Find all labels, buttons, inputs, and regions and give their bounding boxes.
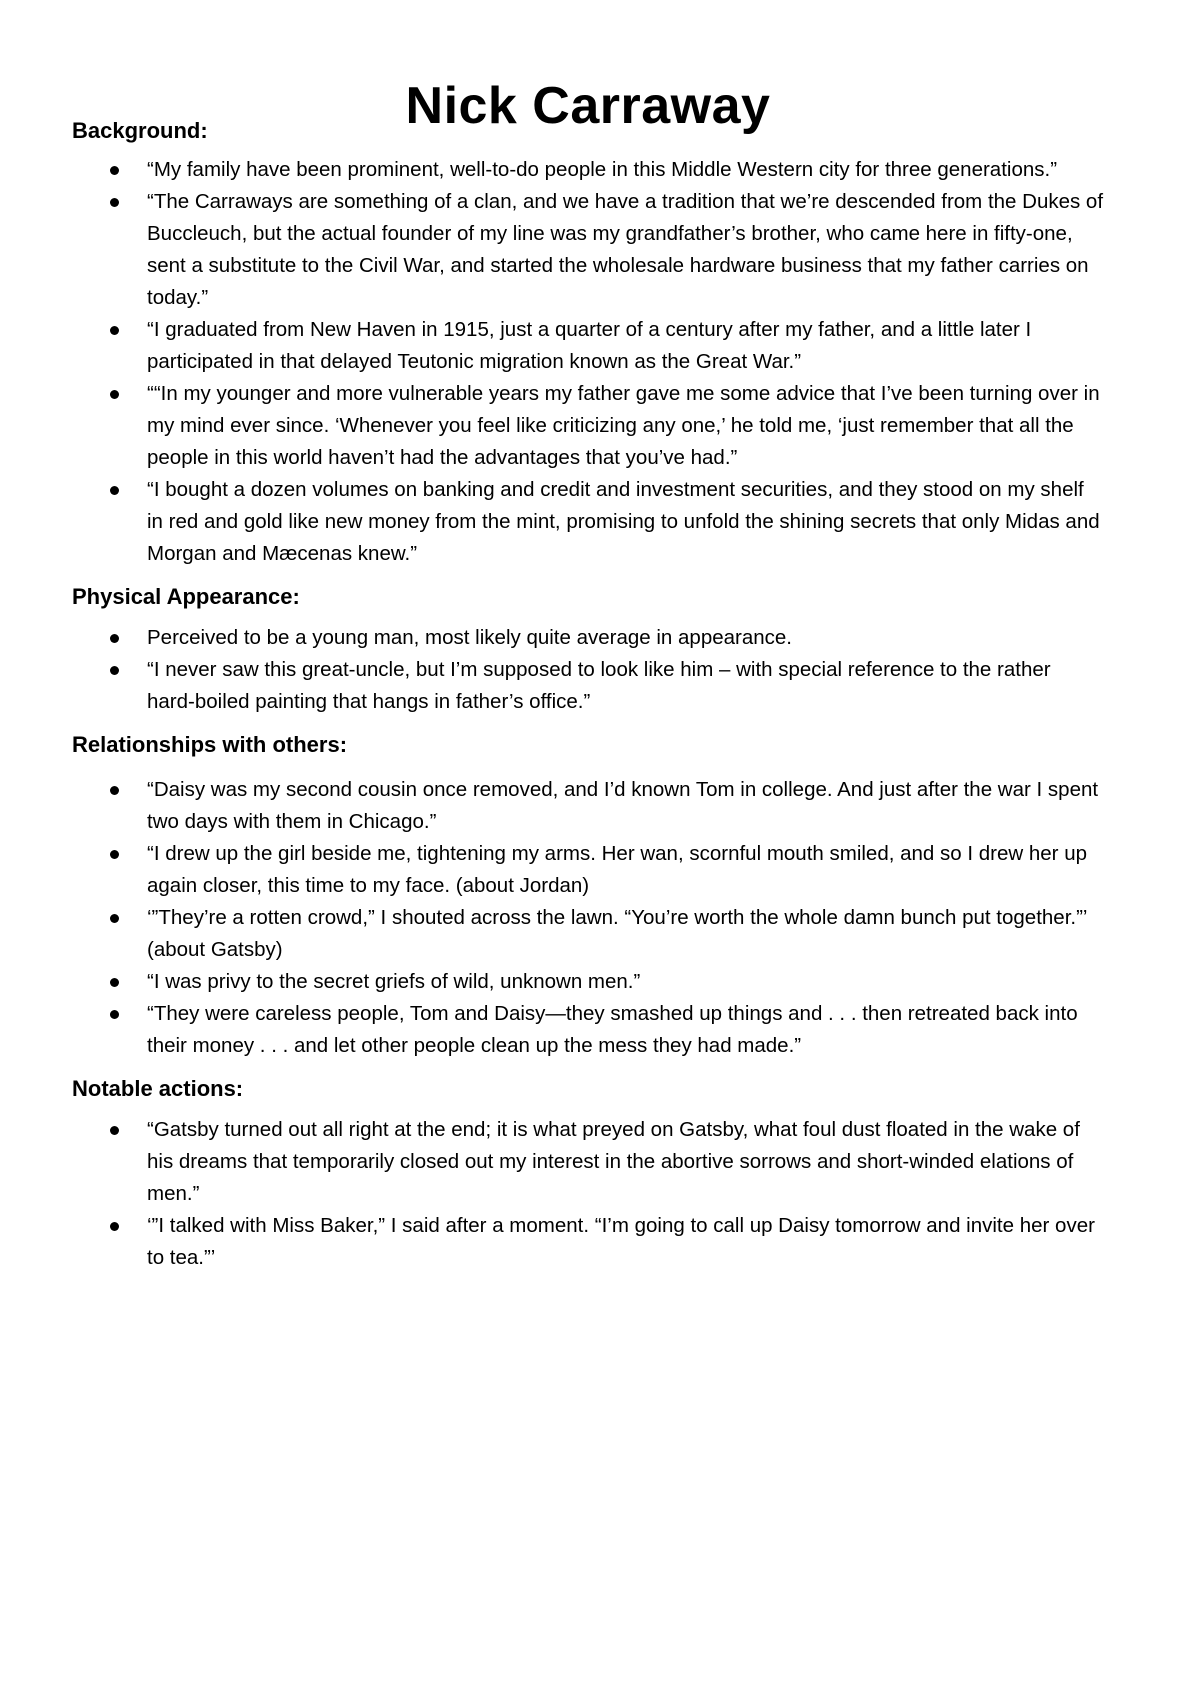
list-item-text: “They were careless people, Tom and Daisy—they smashed up things and . . . then retreated back into their money . . . and let other people clean up the mess they had made.” xyxy=(147,1002,1078,1057)
bullet-icon xyxy=(110,978,119,987)
bullet-icon xyxy=(110,914,119,923)
bullet-list-physical-appearance xyxy=(72,622,1104,718)
section-background xyxy=(72,116,1104,570)
bullet-list-background xyxy=(72,154,1104,570)
bullet-icon xyxy=(110,486,119,495)
bullet-list-relationships xyxy=(72,774,1104,1062)
bullet-list-notable-actions xyxy=(72,1114,1104,1274)
list-item xyxy=(72,474,1104,570)
list-item xyxy=(72,378,1104,474)
list-item-text: Perceived to be a young man, most likely quite average in appearance. xyxy=(147,626,792,649)
bullet-icon xyxy=(110,326,119,335)
list-item-text: ‘”I talked with Miss Baker,” I said after a moment. “I’m going to call up Daisy tomorrow and invite her over to tea.”’ xyxy=(147,1214,1095,1269)
list-item xyxy=(72,186,1104,314)
list-item-text: “Gatsby turned out all right at the end; it is what preyed on Gatsby, what foul dust floated in the wake of his dreams that temporarily closed out my interest in the abortive sorrows and short-winded elations of men.” xyxy=(147,1118,1080,1205)
section-heading-physical-appearance: Physical Appearance: xyxy=(72,584,300,609)
bullet-icon xyxy=(110,850,119,859)
list-item xyxy=(72,1210,1104,1274)
bullet-icon xyxy=(110,1010,119,1019)
bullet-icon xyxy=(110,1126,119,1135)
list-item xyxy=(72,998,1104,1062)
bullet-icon xyxy=(110,666,119,675)
page-title: Nick Carraway xyxy=(405,77,771,135)
list-item-text: “Daisy was my second cousin once removed, and I’d known Tom in college. And just after the war I spent two days with them in Chicago.” xyxy=(147,778,1099,833)
section-relationships xyxy=(72,730,1104,1062)
list-item xyxy=(72,654,1104,718)
list-item-text: “I was privy to the secret griefs of wild, unknown men.” xyxy=(147,970,641,993)
bullet-icon xyxy=(110,390,119,399)
list-item-text: “I graduated from New Haven in 1915, just a quarter of a century after my father, and a little later I participated in that delayed Teutonic migration known as the Great War.” xyxy=(147,318,1032,373)
list-item-text: “I never saw this great-uncle, but I’m supposed to look like him – with special reference to the rather hard-boiled painting that hangs in father’s office.” xyxy=(147,658,1051,713)
list-item-text: “I drew up the girl beside me, tightening my arms. Her wan, scornful mouth smiled, and so I drew her up again closer, this time to my face. (about Jordan) xyxy=(147,842,1088,897)
list-item xyxy=(72,154,1104,186)
list-item xyxy=(72,774,1104,838)
bullet-icon xyxy=(110,166,119,175)
list-item-text: “I bought a dozen volumes on banking and credit and investment securities, and they stood on my shelf in red and gold like new money from the mint, promising to unfold the shining secrets that only Midas and Morgan and Mæcenas knew.” xyxy=(147,478,1100,565)
section-heading-notable-actions: Notable actions: xyxy=(72,1076,244,1101)
section-heading-relationships: Relationships with others: xyxy=(72,732,348,757)
list-item xyxy=(72,838,1104,902)
bullet-icon xyxy=(110,634,119,643)
list-item-text: “My family have been prominent, well-to-do people in this Middle Western city for three generations.” xyxy=(147,158,1058,181)
section-heading-background: Background: xyxy=(72,118,208,143)
list-item xyxy=(72,966,1104,998)
list-item-text: “The Carraways are something of a clan, and we have a tradition that we’re descended from the Dukes of Buccleuch, but the actual founder of my line was my grandfather’s brother, who came here in fifty-one, sent a substitute to the Civil War, and started the wholesale hardware business that my father carries on today.” xyxy=(147,190,1104,309)
list-item xyxy=(72,1114,1104,1210)
bullet-icon xyxy=(110,786,119,795)
list-item xyxy=(72,314,1104,378)
bullet-icon xyxy=(110,198,119,207)
section-notable-actions xyxy=(72,1074,1104,1274)
list-item xyxy=(72,622,1104,654)
list-item xyxy=(72,902,1104,966)
bullet-icon xyxy=(110,1222,119,1231)
section-physical-appearance xyxy=(72,582,1104,718)
list-item-text: ““In my younger and more vulnerable years my father gave me some advice that I’ve been turning over in my mind ever since. ‘Whenever you feel like criticizing any one,’ he told me, ‘just remember that all the people in this world haven’t had the advantages that you’ve had.” xyxy=(147,382,1100,469)
list-item-text: ‘”They’re a rotten crowd,” I shouted across the lawn. “You’re worth the whole damn bunch put together.”’ (about Gatsby) xyxy=(147,906,1087,961)
